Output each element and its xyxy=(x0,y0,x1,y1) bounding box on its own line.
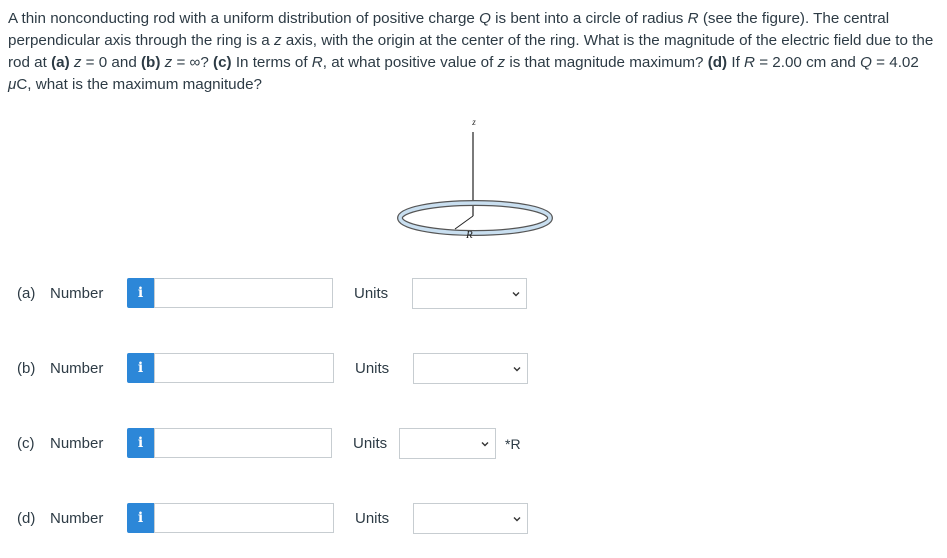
radius-label: R xyxy=(466,229,473,241)
units-select-d[interactable] xyxy=(413,503,528,534)
answer-row-c xyxy=(0,427,947,461)
number-input-d[interactable] xyxy=(154,503,334,533)
charged-ring-figure xyxy=(395,112,555,252)
answer-row-d xyxy=(0,502,947,536)
ring-fill xyxy=(400,203,550,233)
question-text: A thin nonconducting rod with a uniform distribution of positive charge Q is bent into a circle of radius R (see the figure). The central perpendicular axis through the ring is a z axis, with the origin at the center of the ring. What is the magnitude of the electric field due to the rod at (a) z = 0 and (b) z = ∞? (c) In terms of R, at what positive value of z is that magnitude maximum? (d) If R = 2.00 cm and Q = 4.02 μC, what is the maximum magnitude? xyxy=(8,10,934,93)
units-select-c[interactable] xyxy=(399,428,496,459)
units-select-a[interactable] xyxy=(412,278,527,309)
units-label-d: Units xyxy=(355,510,390,527)
info-icon[interactable]: i xyxy=(127,503,154,533)
number-input-b[interactable] xyxy=(154,353,334,383)
answer-row-a xyxy=(0,277,947,311)
units-select-b[interactable] xyxy=(413,353,528,384)
part-label-d: (d) Number xyxy=(17,510,104,527)
chevron-down-icon xyxy=(481,440,489,448)
units-label-b: Units xyxy=(355,360,390,377)
number-input-a[interactable] xyxy=(154,278,333,308)
info-icon[interactable]: i xyxy=(127,353,154,383)
units-label-c: Units xyxy=(353,435,388,452)
chevron-down-icon xyxy=(513,515,521,523)
answer-row-b xyxy=(0,352,947,386)
part-label-a: (a) Number xyxy=(17,285,104,302)
info-icon[interactable]: i xyxy=(127,428,154,458)
info-icon[interactable]: i xyxy=(127,278,154,308)
radius-line xyxy=(455,216,473,229)
z-axis-label: z xyxy=(472,117,476,127)
chevron-down-icon xyxy=(513,365,521,373)
units-suffix-r: *R xyxy=(505,436,521,452)
part-label-c: (c) Number xyxy=(17,435,104,452)
units-label-a: Units xyxy=(354,285,389,302)
number-input-c[interactable] xyxy=(154,428,332,458)
part-label-b: (b) Number xyxy=(17,360,104,377)
chevron-down-icon xyxy=(512,290,520,298)
